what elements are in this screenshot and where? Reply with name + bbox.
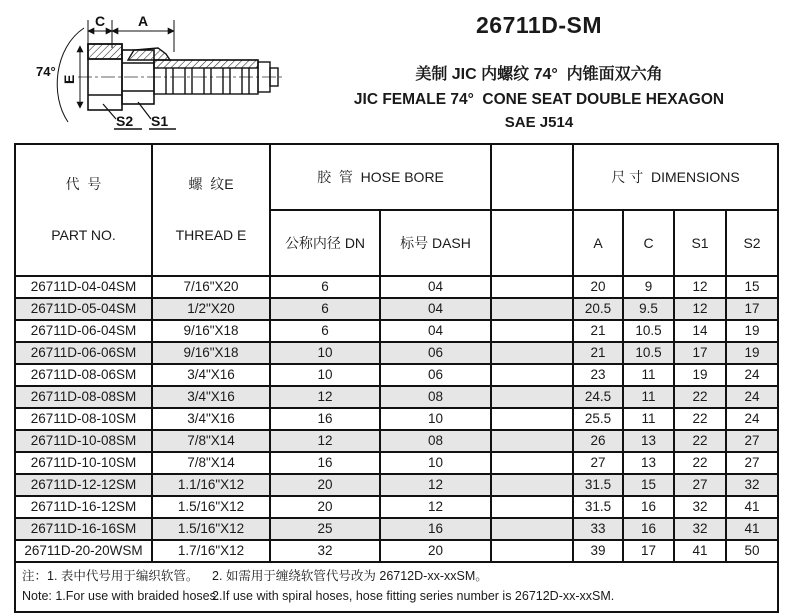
part-no-cell: 26711D-16-16SM xyxy=(15,518,152,540)
notes-row xyxy=(15,562,778,612)
note-en-2: 2.If use with spiral hoses, hose fitting series number is 26712D-xx-xxSM. xyxy=(212,588,615,603)
dim-a-cell: 21 xyxy=(573,320,623,342)
part-no-cell: 26711D-06-06SM xyxy=(15,342,152,364)
header-spacer-bottom xyxy=(491,210,573,276)
dim-s1-cell: 32 xyxy=(674,496,726,518)
spacer-cell xyxy=(491,452,573,474)
thread-cell: 9/16"X18 xyxy=(152,342,270,364)
dash-cell: 04 xyxy=(380,276,491,298)
spacer-cell xyxy=(491,320,573,342)
header-dim-s1: S1 xyxy=(674,210,726,276)
dim-c-cell: 16 xyxy=(623,518,674,540)
dim-a-cell: 31.5 xyxy=(573,474,623,496)
header-dim-c: C xyxy=(623,210,674,276)
dim-s2-cell: 19 xyxy=(726,320,778,342)
dn-cell: 20 xyxy=(270,474,380,496)
note-cn xyxy=(22,567,772,586)
dim-a-cell: 25.5 xyxy=(573,408,623,430)
header-part-no-cn: 代 号 xyxy=(65,176,102,193)
note-en xyxy=(22,587,772,606)
dim-c-cell: 9 xyxy=(623,276,674,298)
dim-s2-cell: 15 xyxy=(726,276,778,298)
table-row xyxy=(15,342,778,364)
part-no-cell: 26711D-16-12SM xyxy=(15,496,152,518)
table-row xyxy=(15,474,778,496)
header-spacer-top xyxy=(491,144,573,210)
subtitle-cn: 美制 JIC 内螺纹 74° 内锥面双六角 xyxy=(415,66,663,83)
dim-e-label: E xyxy=(61,74,77,84)
dn-cell: 6 xyxy=(270,298,380,320)
spacer-cell xyxy=(491,276,573,298)
part-no-cell: 26711D-05-04SM xyxy=(15,298,152,320)
dim-c-cell: 13 xyxy=(623,430,674,452)
table-row xyxy=(15,298,778,320)
thread-cell: 3/4"X16 xyxy=(152,364,270,386)
dim-s2-cell: 17 xyxy=(726,298,778,320)
dash-cell: 08 xyxy=(380,430,491,452)
table-row xyxy=(15,364,778,386)
dash-cell: 10 xyxy=(380,408,491,430)
thread-cell: 1.5/16"X12 xyxy=(152,518,270,540)
dim-s2-cell: 50 xyxy=(726,540,778,562)
thread-cell: 7/8"X14 xyxy=(152,430,270,452)
table-row xyxy=(15,496,778,518)
dim-s2-cell: 24 xyxy=(726,386,778,408)
dim-s1-cell: 22 xyxy=(674,430,726,452)
dash-cell: 12 xyxy=(380,474,491,496)
dash-cell: 06 xyxy=(380,364,491,386)
thread-cell: 1.5/16"X12 xyxy=(152,496,270,518)
dim-c-cell: 15 xyxy=(623,474,674,496)
dash-cell: 16 xyxy=(380,518,491,540)
header-thread xyxy=(152,144,270,276)
dim-a-cell: 39 xyxy=(573,540,623,562)
thread-cell: 7/16"X20 xyxy=(152,276,270,298)
header-thread-en: THREAD E xyxy=(175,226,247,243)
dn-cell: 6 xyxy=(270,276,380,298)
spacer-cell xyxy=(491,540,573,562)
thread-cell: 9/16"X18 xyxy=(152,320,270,342)
table-row xyxy=(15,518,778,540)
dim-s2-cell: 19 xyxy=(726,342,778,364)
header-part-no xyxy=(15,144,152,276)
dim-s1-cell: 22 xyxy=(674,452,726,474)
hose-tail xyxy=(128,48,278,94)
dim-c-cell: 10.5 xyxy=(623,320,674,342)
header-dash: 标号 DASH xyxy=(380,210,491,276)
header-dim-a: A xyxy=(573,210,623,276)
dash-cell: 04 xyxy=(380,320,491,342)
dn-cell: 10 xyxy=(270,364,380,386)
part-series-title: 26711D-SM xyxy=(476,12,602,38)
spacer-cell xyxy=(491,386,573,408)
dim-c-cell: 10.5 xyxy=(623,342,674,364)
dim-s1-cell: 14 xyxy=(674,320,726,342)
part-no-cell: 26711D-10-10SM xyxy=(15,452,152,474)
dim-c-cell: 13 xyxy=(623,452,674,474)
dim-c-cell: 11 xyxy=(623,364,674,386)
header-thread-cn: 螺 纹E xyxy=(188,176,234,193)
spacer-cell xyxy=(491,430,573,452)
dim-s2-cell: 24 xyxy=(726,364,778,386)
dash-cell: 10 xyxy=(380,452,491,474)
thread-cell: 1/2"X20 xyxy=(152,298,270,320)
dim-s1-cell: 32 xyxy=(674,518,726,540)
dn-cell: 10 xyxy=(270,342,380,364)
note-cn-2: 2. 如需用于缠绕软管代号改为 26712D-xx-xxSM。 xyxy=(212,569,488,584)
part-no-cell: 26711D-20-20WSM xyxy=(15,540,152,562)
dim-s1-cell: 22 xyxy=(674,408,726,430)
dim-s2-cell: 41 xyxy=(726,518,778,540)
dim-a-cell: 27 xyxy=(573,452,623,474)
part-no-cell: 26711D-12-12SM xyxy=(15,474,152,496)
dim-s2-cell: 27 xyxy=(726,452,778,474)
header-part-no-en: PART NO. xyxy=(51,226,116,243)
header-row-1 xyxy=(15,144,778,210)
dim-a-cell: 26 xyxy=(573,430,623,452)
dim-s1-cell: 41 xyxy=(674,540,726,562)
dash-cell: 12 xyxy=(380,496,491,518)
thread-cell: 3/4"X16 xyxy=(152,386,270,408)
table-row xyxy=(15,540,778,562)
standard-label: SAE J514 xyxy=(504,114,574,131)
dn-cell: 12 xyxy=(270,430,380,452)
dash-cell: 06 xyxy=(380,342,491,364)
s2-label: S2 xyxy=(116,113,134,129)
thread-cell: 1.7/16"X12 xyxy=(152,540,270,562)
s2-leader xyxy=(103,104,116,119)
part-no-cell: 26711D-10-08SM xyxy=(15,430,152,452)
dash-cell: 04 xyxy=(380,298,491,320)
part-no-cell: 26711D-08-10SM xyxy=(15,408,152,430)
dim-a-cell: 24.5 xyxy=(573,386,623,408)
dn-cell: 6 xyxy=(270,320,380,342)
dim-c-cell: 16 xyxy=(623,496,674,518)
title-block xyxy=(300,12,778,131)
table-row xyxy=(15,386,778,408)
dim-c-cell: 17 xyxy=(623,540,674,562)
dim-c-label: C xyxy=(94,13,106,29)
table-row xyxy=(15,276,778,298)
dn-cell: 32 xyxy=(270,540,380,562)
dim-s2-cell: 41 xyxy=(726,496,778,518)
dash-cell: 20 xyxy=(380,540,491,562)
dn-cell: 16 xyxy=(270,408,380,430)
part-no-cell: 26711D-04-04SM xyxy=(15,276,152,298)
dim-c-cell: 9.5 xyxy=(623,298,674,320)
header-dn: 公称内径 DN xyxy=(270,210,380,276)
dn-cell: 20 xyxy=(270,496,380,518)
dim-a-label: A xyxy=(137,13,149,29)
thread-cell: 3/4"X16 xyxy=(152,408,270,430)
dim-s1-cell: 19 xyxy=(674,364,726,386)
thread-cell: 1.1/16"X12 xyxy=(152,474,270,496)
table-row xyxy=(15,408,778,430)
dim-s1-cell: 22 xyxy=(674,386,726,408)
table-row xyxy=(15,320,778,342)
part-no-cell: 26711D-08-08SM xyxy=(15,386,152,408)
dim-s1-cell: 12 xyxy=(674,276,726,298)
dim-s1-cell: 27 xyxy=(674,474,726,496)
spacer-cell xyxy=(491,408,573,430)
spacer-cell xyxy=(491,496,573,518)
part-no-cell: 26711D-06-04SM xyxy=(15,320,152,342)
dn-cell: 25 xyxy=(270,518,380,540)
dim-a-cell: 20.5 xyxy=(573,298,623,320)
dim-a-cell: 20 xyxy=(573,276,623,298)
dim-s1-cell: 17 xyxy=(674,342,726,364)
spacer-cell xyxy=(491,298,573,320)
header-hose-bore: 胶 管 HOSE BORE xyxy=(270,144,491,210)
thread-cell: 7/8"X14 xyxy=(152,452,270,474)
spacer-cell xyxy=(491,474,573,496)
note-en-1: Note: 1.For use with braided hoses. xyxy=(22,588,220,603)
notes-cell xyxy=(15,562,778,612)
dim-a-cell: 33 xyxy=(573,518,623,540)
dim-a-cell: 31.5 xyxy=(573,496,623,518)
dim-s1-cell: 12 xyxy=(674,298,726,320)
dim-a-cell: 21 xyxy=(573,342,623,364)
fitting-drawing xyxy=(8,4,300,140)
subtitle-en: JIC FEMALE 74° CONE SEAT DOUBLE HEXAGON xyxy=(353,91,725,108)
table-row xyxy=(15,452,778,474)
dim-s2-cell: 24 xyxy=(726,408,778,430)
s1-label: S1 xyxy=(151,113,169,129)
spacer-cell xyxy=(491,342,573,364)
spacer-cell xyxy=(491,518,573,540)
spacer-cell xyxy=(491,364,573,386)
note-cn-1: 注：1. 表中代号用于编织软管。 xyxy=(22,569,199,584)
header-dimensions: 尺 寸 DIMENSIONS xyxy=(573,144,778,210)
dim-s2-cell: 27 xyxy=(726,430,778,452)
spec-table xyxy=(14,143,779,613)
header-dim-s2: S2 xyxy=(726,210,778,276)
dn-cell: 12 xyxy=(270,386,380,408)
dim-c-cell: 11 xyxy=(623,386,674,408)
dim-c-cell: 11 xyxy=(623,408,674,430)
dim-s2-cell: 32 xyxy=(726,474,778,496)
dim-a-cell: 23 xyxy=(573,364,623,386)
dash-cell: 08 xyxy=(380,386,491,408)
part-no-cell: 26711D-08-06SM xyxy=(15,364,152,386)
angle-label: 74° xyxy=(36,64,56,79)
table-row xyxy=(15,430,778,452)
dn-cell: 16 xyxy=(270,452,380,474)
